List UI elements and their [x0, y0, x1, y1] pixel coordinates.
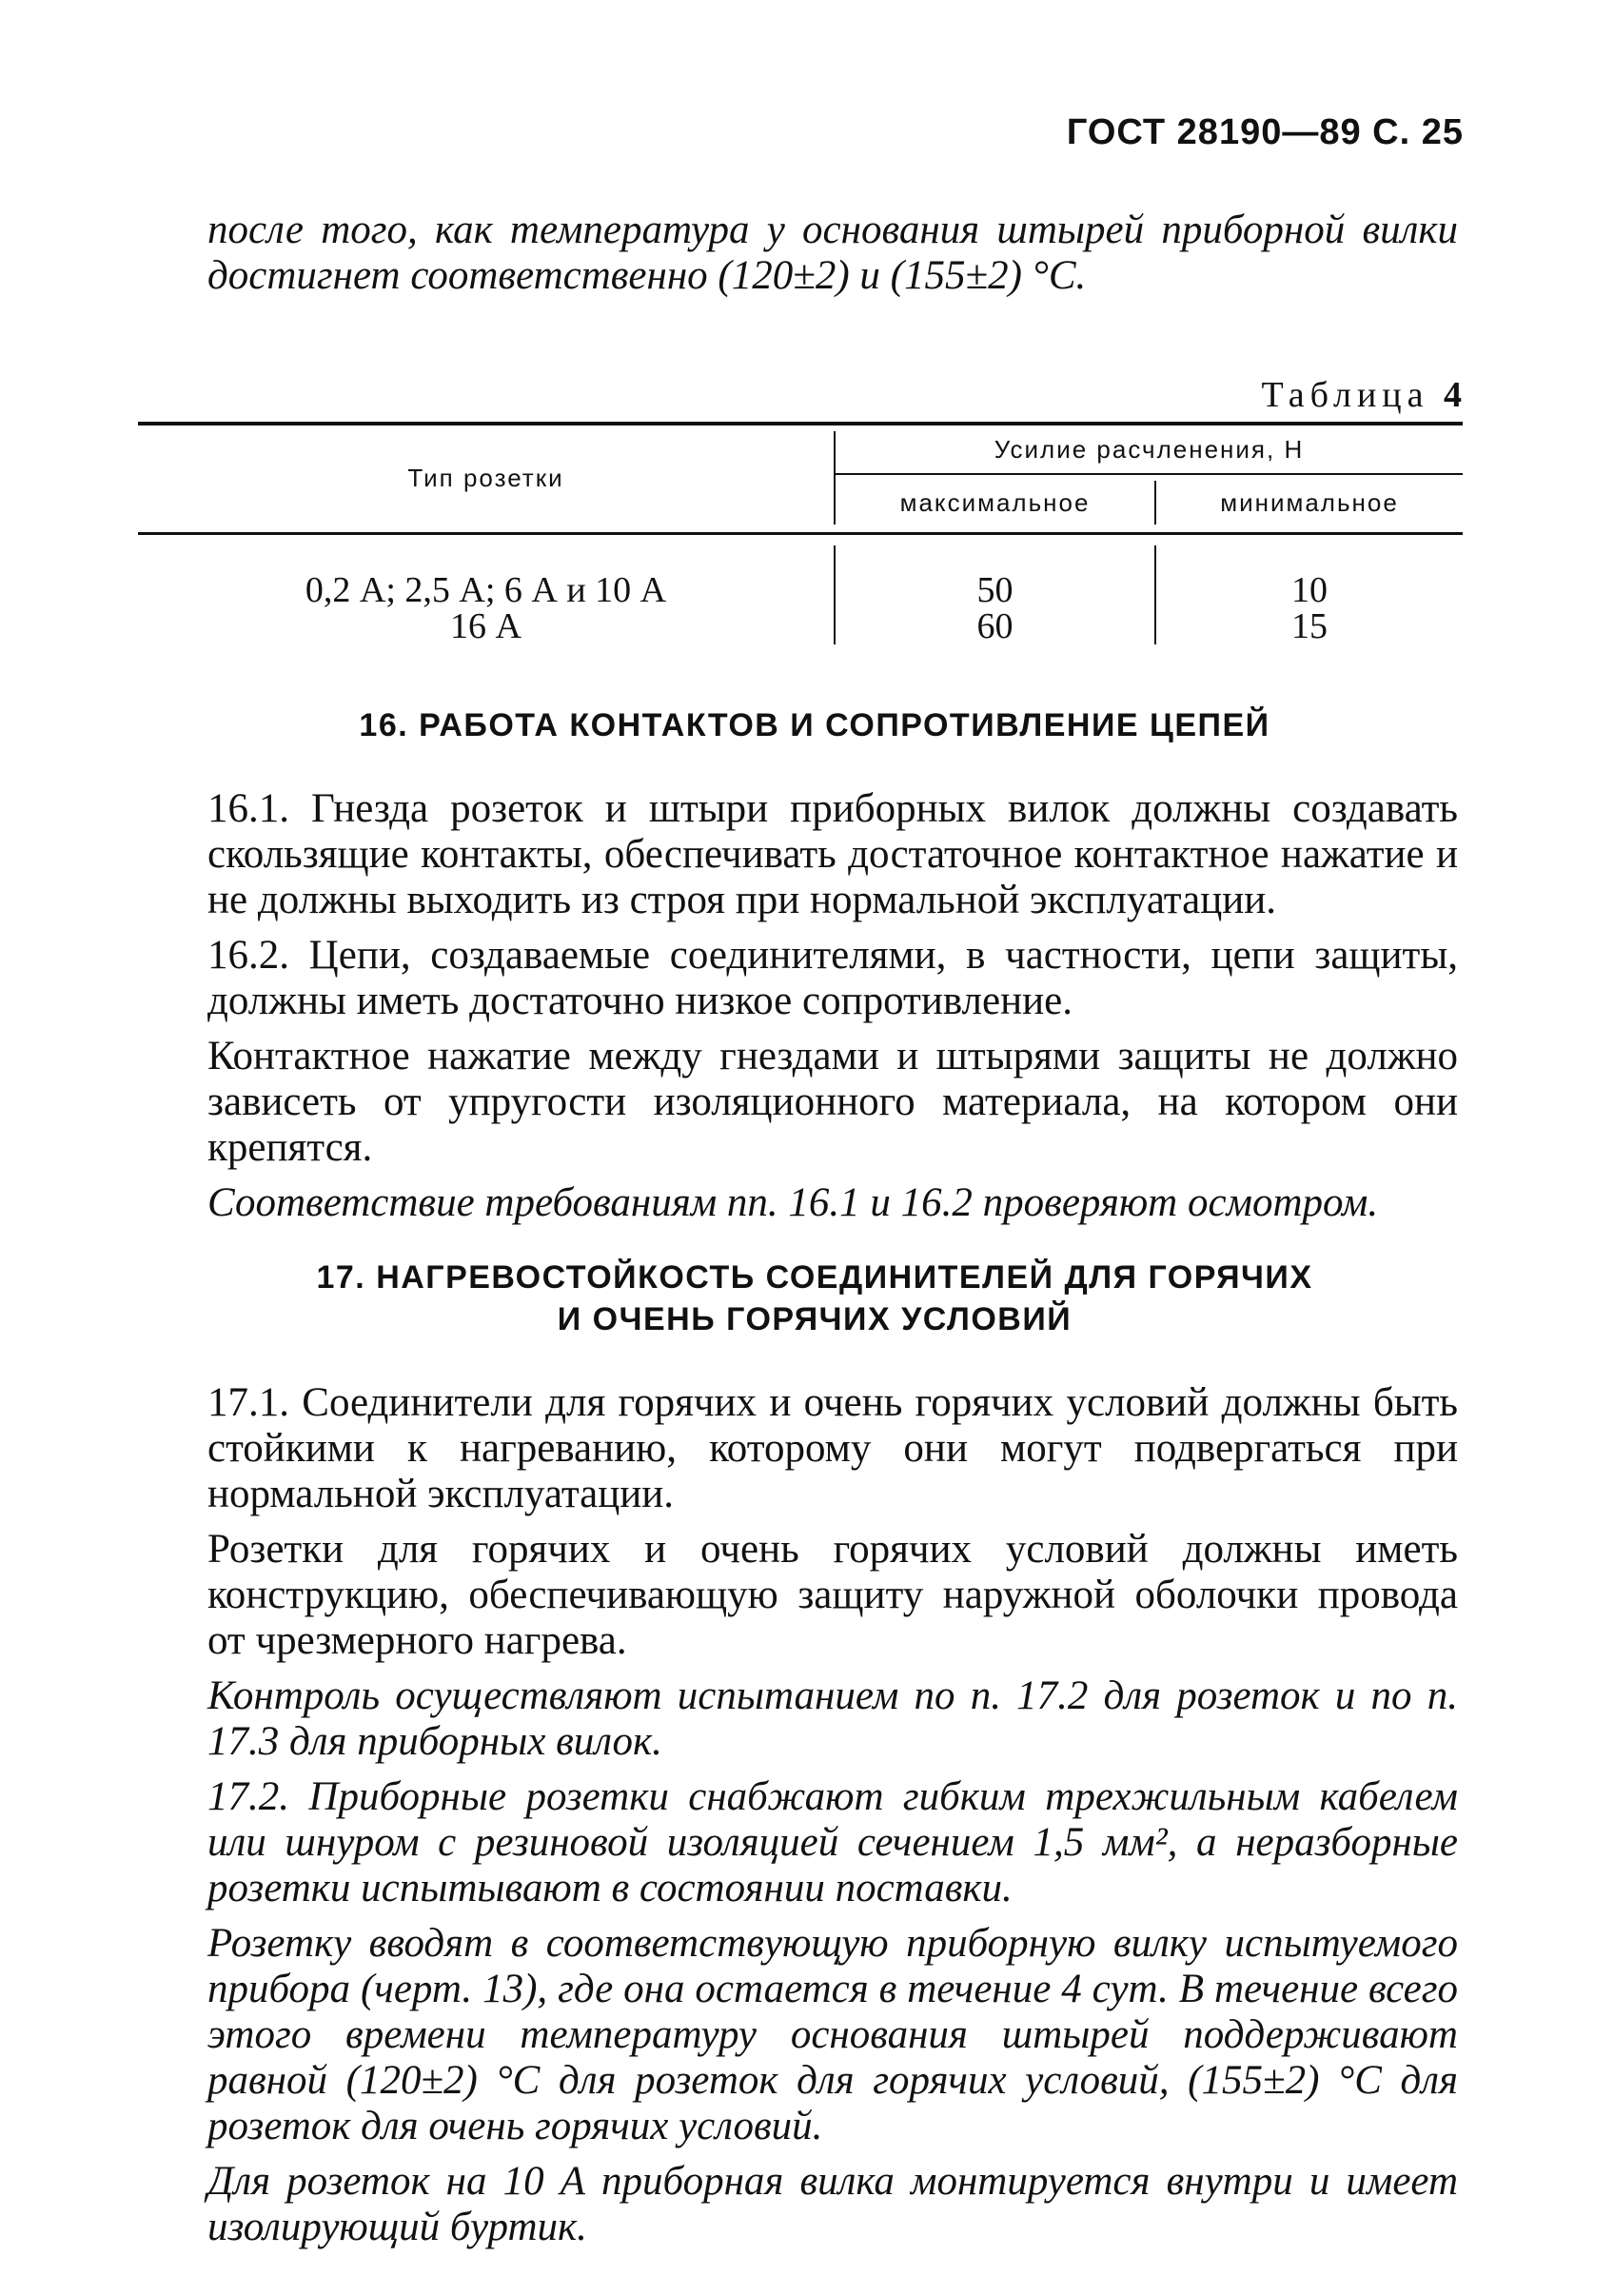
header-socket-type: Тип розетки: [407, 464, 564, 492]
table-4: [138, 422, 1463, 650]
section-17-p1: 17.1. Соединители для горячих и очень горячих условий должны быть стойкими к нагреванию, которому они могут подвергаться при нормальной эксплуатации.: [207, 1380, 1458, 1516]
section-17-title-line1: 17. НАГРЕВОСТОЙКОСТЬ СОЕДИНИТЕЛЕЙ ДЛЯ ГОРЯЧИХ: [316, 1259, 1313, 1296]
row2-type: 16 А: [450, 606, 522, 646]
section-16-p2: 16.2. Цепи, создаваемые соединителями, в частности, цепи защиты, должны иметь достаточно низкое сопротивление.: [207, 933, 1458, 1023]
intro-paragraph: после того, как температура у основания штырей приборной вилки достигнет соответственно (120±2) и (155±2) °С.: [207, 208, 1458, 298]
row1-max: 50: [976, 570, 1014, 610]
page-header: ГОСТ 28190—89 С. 25: [1066, 112, 1464, 152]
section-16-p4: Соответствие требованиям пп. 16.1 и 16.2 проверяют осмотром.: [207, 1180, 1379, 1225]
table-caption-word: Таблица: [1261, 375, 1429, 415]
section-17-p3: Контроль осуществляют испытанием по п. 17.2 для розеток и по п. 17.3 для приборных вилок.: [207, 1673, 1458, 1764]
header-force: Усилие расчленения, Н: [994, 435, 1305, 464]
section-17-body: [207, 1380, 1458, 2260]
header-max: максимальное: [899, 488, 1091, 517]
section-16-p1: 16.1. Гнезда розеток и штыри приборных вилок должны создавать скользящие контакты, обеспечивать достаточное контактное нажатие и не должны выходить из строя при нормальной эксплуатации.: [207, 786, 1458, 922]
table-caption: [1261, 374, 1462, 416]
row2-min: 15: [1291, 606, 1328, 646]
header-min: минимальное: [1220, 488, 1399, 517]
row1-min: 10: [1291, 570, 1328, 610]
section-17-p5: Розетку вводят в соответствующую приборную вилку испытуемого прибора (черт. 13), где она остается в течение 4 сут. В течение всего этого времени температуру основания штырей поддерживают равной (120±2) °С для розеток для горячих условий, (155±2) °С для розеток для очень горячих условий.: [207, 1921, 1458, 2148]
section-16-p3: Контактное нажатие между гнездами и штырями защиты не должно зависеть от упругости изоляционного материала, на котором они крепятся.: [207, 1034, 1458, 1170]
table-caption-number: 4: [1444, 375, 1462, 415]
section-16-body: [207, 786, 1458, 1236]
table-subheader-rule: [834, 473, 1463, 475]
table-top-rule: [138, 422, 1463, 426]
table-header-bottom-rule: [138, 532, 1463, 535]
section-17-p4: 17.2. Приборные розетки снабжают гибким трехжильным кабелем или шнуром с резиновой изоляцией сечением 1,5 мм², а неразборные розетки испытывают в состоянии поставки.: [207, 1774, 1458, 1910]
section-17-p6: Для розеток на 10 А приборная вилка монтируется внутри и имеет изолирующий буртик.: [207, 2159, 1458, 2249]
section-17-title: [152, 1257, 1477, 1340]
section-17-p2: Розетки для горячих и очень горячих условий должны иметь конструкцию, обеспечивающую защиту наружной оболочки провода от чрезмерного нагрева.: [207, 1527, 1458, 1663]
section-17-title-line2: И ОЧЕНЬ ГОРЯЧИХ УСЛОВИЙ: [557, 1301, 1073, 1337]
section-16-title: 16. РАБОТА КОНТАКТОВ И СОПРОТИВЛЕНИЕ ЦЕПЕЙ: [359, 707, 1270, 743]
row2-max: 60: [976, 606, 1014, 646]
row1-type: 0,2 А; 2,5 А; 6 А и 10 А: [305, 570, 667, 610]
